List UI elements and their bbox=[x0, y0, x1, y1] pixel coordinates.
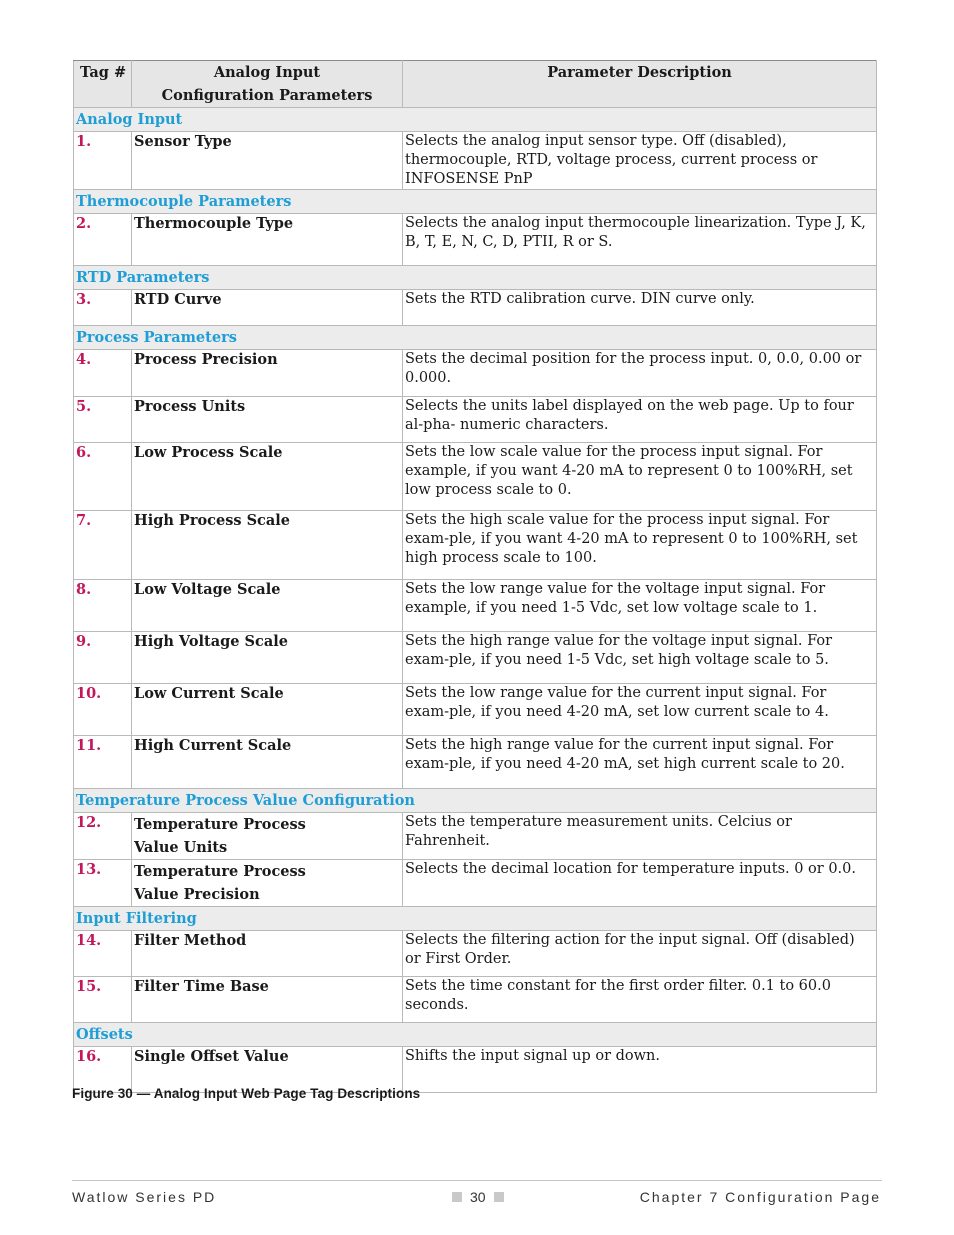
parameter-name-line: Temperature Process bbox=[134, 816, 306, 833]
parameter-name bbox=[132, 977, 403, 1023]
table-row bbox=[74, 397, 877, 443]
parameter-description: Sets the high scale value for the process input signal. For exam-ple, if you want 4-20 mA to represent 0 to 100%RH, set high process scale to 100. bbox=[403, 511, 877, 580]
figure-caption: Figure 30 — Analog Input Web Page Tag Descriptions bbox=[72, 1086, 421, 1101]
parameter-name bbox=[132, 397, 403, 443]
parameter-name bbox=[132, 290, 403, 326]
tag-number: 6. bbox=[74, 443, 132, 511]
footer-chapter-title: Chapter 7 Configuration Page bbox=[639, 1189, 881, 1205]
header-tag-number: Tag # bbox=[74, 61, 132, 108]
parameter-description: Sets the low range value for the current input signal. For exam-ple, if you need 4-20 mA, set low current scale to 4. bbox=[403, 684, 877, 736]
section-title: RTD Parameters bbox=[74, 266, 877, 290]
header-parameters-line2: Configuration Parameters bbox=[161, 87, 373, 104]
parameter-name-line: High Voltage Scale bbox=[134, 633, 288, 650]
tag-number: 4. bbox=[74, 350, 132, 397]
parameter-name bbox=[132, 350, 403, 397]
section-title: Input Filtering bbox=[74, 907, 877, 931]
parameter-name-line: High Process Scale bbox=[134, 512, 291, 529]
parameter-name-line: Filter Method bbox=[134, 932, 247, 949]
section-header-row bbox=[74, 1023, 877, 1047]
section-title: Analog Input bbox=[74, 108, 877, 132]
tag-number: 1. bbox=[74, 132, 132, 190]
table-row bbox=[74, 931, 877, 977]
section-header-row bbox=[74, 266, 877, 290]
section-header-row bbox=[74, 789, 877, 813]
parameter-name-line: Process Units bbox=[134, 398, 246, 415]
parameter-description: Sets the low range value for the voltage input signal. For example, if you need 1-5 Vdc, set low voltage scale to 1. bbox=[403, 580, 877, 632]
header-description: Parameter Description bbox=[403, 61, 877, 108]
page-number: 30 bbox=[470, 1189, 486, 1205]
parameter-description: Shifts the input signal up or down. bbox=[403, 1047, 877, 1093]
parameter-description: Selects the analog input thermocouple linearization. Type J, K, B, T, E, N, C, D, PTII, R or S. bbox=[403, 214, 877, 266]
parameter-description: Sets the RTD calibration curve. DIN curve only. bbox=[403, 290, 877, 326]
parameter-name-line: Sensor Type bbox=[134, 133, 232, 150]
tag-number: 15. bbox=[74, 977, 132, 1023]
section-header-row bbox=[74, 326, 877, 350]
parameter-name bbox=[132, 511, 403, 580]
tag-number: 5. bbox=[74, 397, 132, 443]
section-title: Offsets bbox=[74, 1023, 877, 1047]
parameter-name-line: Temperature Process bbox=[134, 863, 306, 880]
parameter-name bbox=[132, 931, 403, 977]
parameter-description: Sets the low scale value for the process input signal. For example, if you want 4-20 mA to represent 0 to 100%RH, set low process scale to 0. bbox=[403, 443, 877, 511]
tag-number: 10. bbox=[74, 684, 132, 736]
parameter-name-line: Value Units bbox=[134, 839, 228, 856]
table-row bbox=[74, 132, 877, 190]
table-row bbox=[74, 214, 877, 266]
table-header-row bbox=[74, 61, 877, 108]
tag-number: 13. bbox=[74, 860, 132, 907]
parameter-description: Selects the units label displayed on the web page. Up to four al-pha- numeric characters. bbox=[403, 397, 877, 443]
parameter-description: Selects the decimal location for temperature inputs. 0 or 0.0. bbox=[403, 860, 877, 907]
table-row bbox=[74, 511, 877, 580]
table-row bbox=[74, 580, 877, 632]
parameter-name-line: Process Precision bbox=[134, 351, 278, 368]
section-header-row bbox=[74, 190, 877, 214]
parameter-name bbox=[132, 214, 403, 266]
parameter-name bbox=[132, 684, 403, 736]
table-row bbox=[74, 813, 877, 860]
table-row bbox=[74, 290, 877, 326]
square-bullet-icon bbox=[452, 1192, 462, 1202]
parameter-name-line: Low Current Scale bbox=[134, 685, 284, 702]
parameter-description: Sets the time constant for the first order filter. 0.1 to 60.0 seconds. bbox=[403, 977, 877, 1023]
parameter-name bbox=[132, 132, 403, 190]
parameter-name-line: Thermocouple Type bbox=[134, 215, 294, 232]
parameter-description: Selects the analog input sensor type. Off (disabled), thermocouple, RTD, voltage process, current process or INFOSENSE PnP bbox=[403, 132, 877, 190]
section-header-row bbox=[74, 907, 877, 931]
tag-number: 9. bbox=[74, 632, 132, 684]
parameter-name bbox=[132, 736, 403, 789]
tag-number: 11. bbox=[74, 736, 132, 789]
parameter-name bbox=[132, 632, 403, 684]
parameter-name-line: Single Offset Value bbox=[134, 1048, 289, 1065]
footer-product-name: Watlow Series PD bbox=[72, 1189, 217, 1205]
parameter-name bbox=[132, 813, 403, 860]
header-parameters-line1: Analog Input bbox=[213, 64, 321, 81]
parameter-name bbox=[132, 443, 403, 511]
table-row bbox=[74, 443, 877, 511]
footer-divider bbox=[72, 1180, 882, 1181]
parameter-description: Selects the filtering action for the input signal. Off (disabled) or First Order. bbox=[403, 931, 877, 977]
table-row bbox=[74, 632, 877, 684]
parameter-name-line: Low Process Scale bbox=[134, 444, 283, 461]
tag-number: 7. bbox=[74, 511, 132, 580]
table-row bbox=[74, 977, 877, 1023]
tag-number: 16. bbox=[74, 1047, 132, 1093]
parameter-name-line: RTD Curve bbox=[134, 291, 222, 308]
footer-page-number bbox=[452, 1189, 504, 1205]
parameter-name-line: Filter Time Base bbox=[134, 978, 269, 995]
parameter-name-line: Value Precision bbox=[134, 886, 260, 903]
tag-number: 2. bbox=[74, 214, 132, 266]
table-body bbox=[74, 108, 877, 1093]
table-row bbox=[74, 860, 877, 907]
square-bullet-icon bbox=[494, 1192, 504, 1202]
parameter-description: Sets the decimal position for the process input. 0, 0.0, 0.00 or 0.000. bbox=[403, 350, 877, 397]
tag-number: 8. bbox=[74, 580, 132, 632]
parameter-name bbox=[132, 580, 403, 632]
section-title: Temperature Process Value Configuration bbox=[74, 789, 877, 813]
table-row bbox=[74, 350, 877, 397]
header-parameters bbox=[132, 61, 403, 108]
parameter-description: Sets the high range value for the voltage input signal. For exam-ple, if you need 1-5 Vdc, set high voltage scale to 5. bbox=[403, 632, 877, 684]
tag-number: 14. bbox=[74, 931, 132, 977]
parameter-description: Sets the temperature measurement units. Celcius or Fahrenheit. bbox=[403, 813, 877, 860]
section-title: Process Parameters bbox=[74, 326, 877, 350]
parameter-name-line: Low Voltage Scale bbox=[134, 581, 281, 598]
table-row bbox=[74, 736, 877, 789]
section-title: Thermocouple Parameters bbox=[74, 190, 877, 214]
table-row bbox=[74, 684, 877, 736]
parameter-name bbox=[132, 860, 403, 907]
section-header-row bbox=[74, 108, 877, 132]
parameter-table bbox=[73, 60, 877, 1093]
tag-number: 12. bbox=[74, 813, 132, 860]
tag-number: 3. bbox=[74, 290, 132, 326]
parameter-description: Sets the high range value for the current input signal. For exam-ple, if you need 4-20 mA, set high current scale to 20. bbox=[403, 736, 877, 789]
parameter-name-line: High Current Scale bbox=[134, 737, 292, 754]
